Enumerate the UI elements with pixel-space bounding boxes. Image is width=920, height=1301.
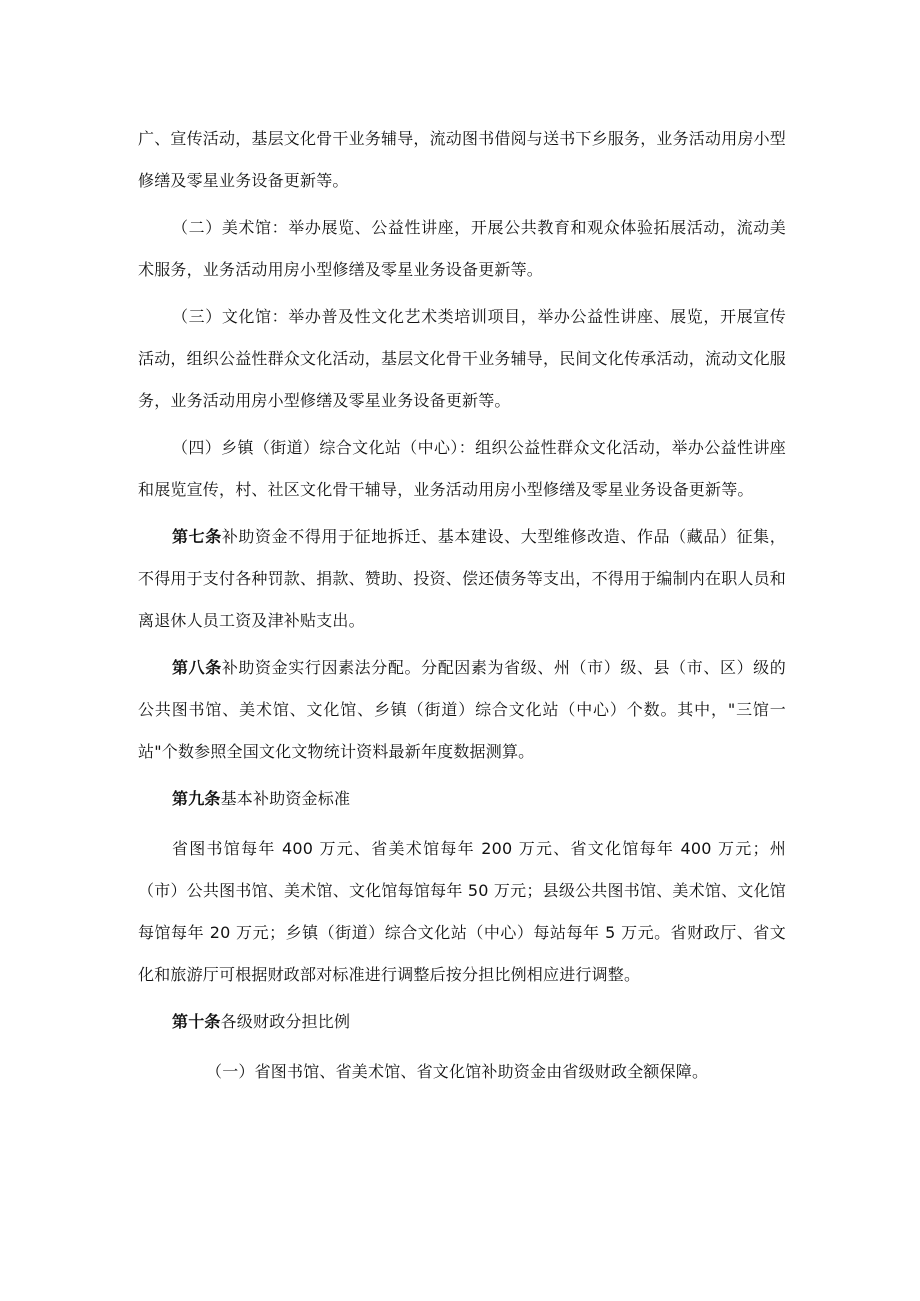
article-10-title: 各级财政分担比例 <box>220 1012 351 1031</box>
article-7-text: 补助资金不得用于征地拆迁、基本建设、大型维修改造、作品（藏品）征集，不得用于支付各种罚款、捐款、赞助、投资、偿还债务等支出，不得用于编制内在职人员和离退休人员工资及津补贴支出。 <box>138 527 787 630</box>
paragraph-continued: 广、宣传活动，基层文化骨干业务辅导，流动图书借阅与送书下乡服务，业务活动用房小型修缮及零星业务设备更新等。 <box>138 129 787 190</box>
article-7-label: 第七条 <box>172 527 222 546</box>
paragraph-art-museum: （二）美术馆：举办展览、公益性讲座，开展公共教育和观众体验拓展活动，流动美术服务，业务活动用房小型修缮及零星业务设备更新等。 <box>138 218 786 279</box>
paragraph-township-station: （四）乡镇（街道）综合文化站（中心）：组织公益性群众文化活动，举办公益性讲座和展览宣传，村、社区文化骨干辅导，业务活动用房小型修缮及零星业务设备更新等。 <box>138 438 786 499</box>
article-9-heading <box>138 778 786 820</box>
article-9-label: 第九条 <box>172 789 221 808</box>
article-9-body: 省图书馆每年 400 万元、省美术馆每年 200 万元、省文化馆每年 400 万元；州（市）公共图书馆、美术馆、文化馆每馆每年 50 万元；县级公共图书馆、美术馆、文化馆每馆每年 20 万元；乡镇（街道）综合文化站（中心）每站每年 5 万元。省财政厅、省文化和旅游厅可根据财政部对标准进行调整后按分担比例相应进行调整。 <box>138 839 786 984</box>
article-8-label: 第八条 <box>172 658 222 677</box>
article-7 <box>138 516 786 642</box>
article-10-heading <box>138 1001 786 1043</box>
article-8 <box>138 647 786 773</box>
article-9-title: 基本补助资金标准 <box>220 789 351 808</box>
document-page <box>138 118 786 1098</box>
article-10-item-1: （一）省图书馆、省美术馆、省文化馆补助资金由省级财政全额保障。 <box>206 1062 709 1081</box>
paragraph-cultural-center: （三）文化馆：举办普及性文化艺术类培训项目，举办公益性讲座、展览，开展宣传活动，组织公益性群众文化活动，基层文化骨干业务辅导，民间文化传承活动，流动文化服务，业务活动用房小型修缮及零星业务设备更新等。 <box>138 307 787 410</box>
article-10-label: 第十条 <box>172 1012 221 1031</box>
article-8-text: 补助资金实行因素法分配。分配因素为省级、州（市）级、县（市、区）级的公共图书馆、美术馆、文化馆、乡镇（街道）综合文化站（中心）个数。其中，"三馆一站"个数参照全国文化文物统计资料最新年度数据测算。 <box>138 658 786 761</box>
